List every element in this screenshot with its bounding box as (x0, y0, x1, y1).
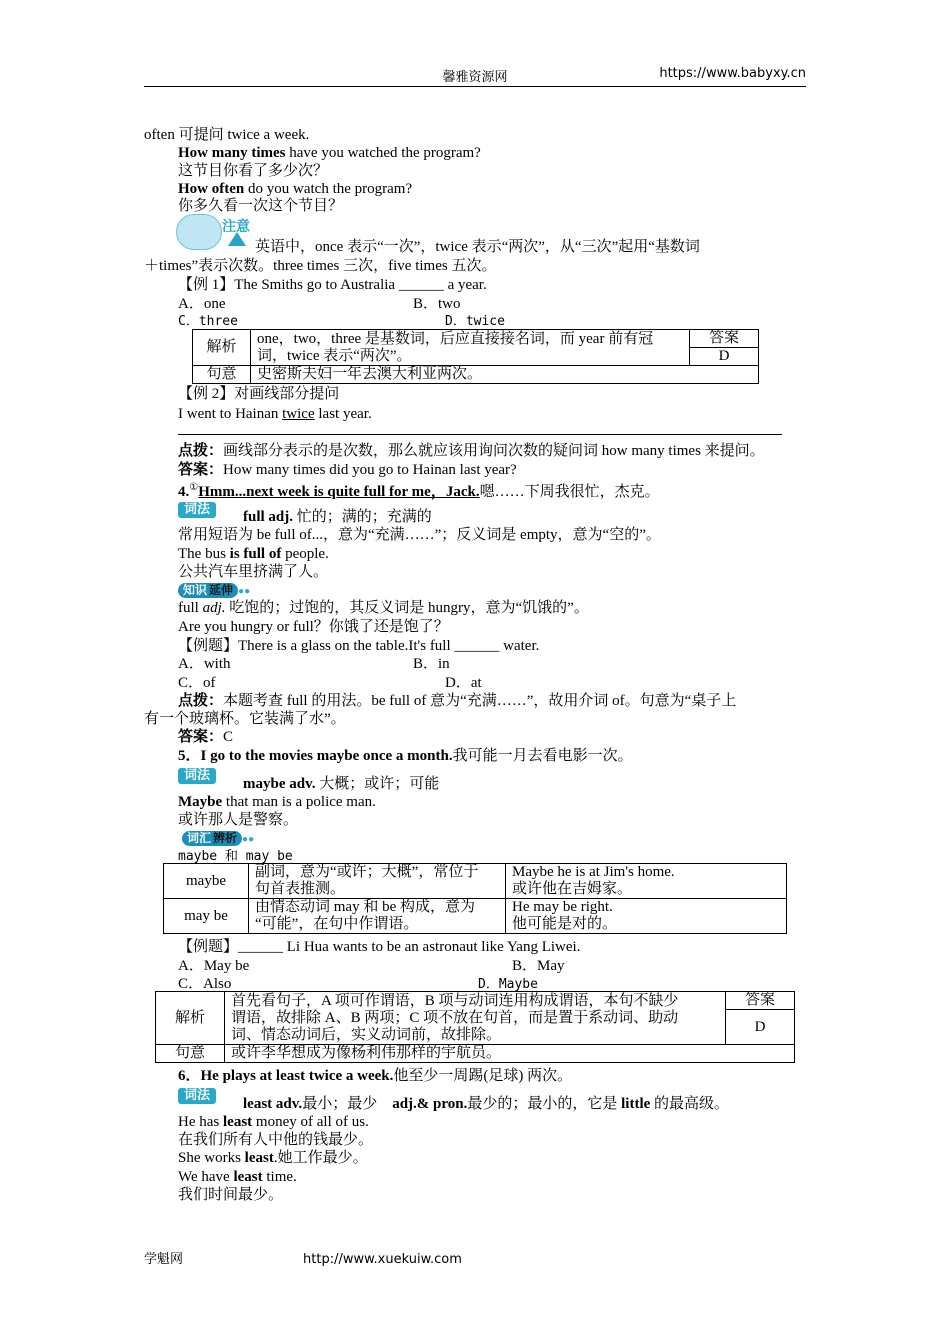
text-line: 你多久看一次这个节目？ (178, 198, 344, 214)
vocab-tag: 词法 (178, 500, 216, 518)
text-line: How often do you watch the program? (178, 181, 413, 197)
text-line: How many times have you watched the program? (178, 145, 481, 161)
term-cell: may be (164, 899, 249, 934)
text-line: often 可提问 twice a week. (144, 127, 310, 143)
text-line: maybe 和 may be (178, 849, 293, 864)
analysis-text: 首先看句子，A 项可作谓语，B 项与动词连用构成谓语，本句不缺少 谓语，故排除 A、B 两项；C 项不放在句首，而是置于系动词、助动 词、情态动词后，实义动词前，故排除。 (225, 992, 726, 1045)
vocab-headword: full adj. 忙的；满的；充满的 (243, 509, 432, 525)
text-line: 常用短语为 be full of...，意为“充满……”；反义词是 empty，意为“空的”。 (178, 527, 661, 543)
text-line: full adj. 吃饱的；过饱的，其反义词是 hungry，意为“饥饿的”。 (178, 600, 589, 616)
text-line: 这节目你看了多少次？ (178, 163, 329, 179)
desc-cell: 副词，意为“或许；大概”，常位于 句首表推测。 (249, 864, 506, 899)
page-header (144, 66, 806, 87)
warning-icon (228, 232, 246, 246)
text-line: ＋times”表示次数。three times 三次，five times 五次。 (144, 258, 497, 274)
vocab-tag: 词法 (178, 1086, 216, 1104)
option-b: B．in (413, 656, 450, 672)
analysis-table (155, 991, 795, 1063)
header-url[interactable]: https://www.babyxy.cn (659, 66, 806, 81)
note-label: 注意 (222, 219, 250, 235)
comparison-table (163, 863, 787, 934)
text-line: She works least.她工作最少。 (178, 1150, 368, 1166)
tip-line-cont: 有一个玻璃杯。它装满了水”。 (144, 711, 346, 727)
analysis-tag: 词汇 辨析 ●● (182, 829, 254, 849)
note-cartoon-icon (176, 214, 222, 250)
section-6-title: 6．He plays at least twice a week.他至少一周踢(足球) 两次。 (178, 1068, 573, 1084)
answer-blank-line (178, 434, 782, 435)
term-cell: maybe (164, 864, 249, 899)
option-c: C．Also (178, 976, 232, 992)
footer-url[interactable]: http://www.xuekuiw.com (303, 1252, 462, 1267)
answer-line: 答案：How many times did you go to Hainan last year? (178, 462, 517, 478)
text-line: Are you hungry or full？你饿了还是饱了？ (178, 619, 449, 635)
text-line: The bus is full of people. (178, 546, 329, 562)
example-question: 【例 1】The Smiths go to Australia ______ a year. (178, 277, 487, 293)
text-line: He has least money of all of us. (178, 1114, 369, 1130)
text-line: We have least time. (178, 1169, 297, 1185)
example-question: 【例 2】对画线部分提问 (178, 386, 340, 402)
example-cell: He may be right. 他可能是对的。 (506, 899, 787, 934)
text-line: 公共汽车里挤满了人。 (178, 564, 329, 580)
section-5-title: 5．I go to the movies maybe once a month.我可能一月去看电影一次。 (178, 748, 633, 764)
text-line: 英语中，once 表示“一次”，twice 表示“两次”，从“三次”起用“基数词 (255, 239, 700, 255)
option-c: C．of (178, 675, 216, 691)
example-question: 【例题】______ Li Hua wants to be an astronaut like Yang Liwei. (178, 939, 581, 955)
text-line: Maybe that man is a police man. (178, 794, 376, 810)
meaning-text: 史密斯夫妇一年去澳大利亚两次。 (251, 366, 759, 384)
option-c: C．three (178, 314, 238, 329)
vocab-headword: maybe adv. 大概；或许；可能 (243, 776, 440, 792)
example-cell: Maybe he is at Jim's home. 或许他在吉姆家。 (506, 864, 787, 899)
option-d: D．twice (445, 314, 505, 329)
analysis-label: 解析 (156, 992, 225, 1045)
example-sentence: I went to Hainan twice last year. (178, 406, 372, 422)
section-4-title: 4.①Hmm...next week is quite full for me，Jack.嗯……下周我很忙，杰克。 (178, 482, 660, 500)
tip-line: 点拨：画线部分表示的是次数，那么就应该用询问次数的疑问词 how many times 来提问。 (178, 443, 765, 459)
text-line: 或许那人是警察。 (178, 812, 299, 828)
meaning-label: 句意 (193, 366, 251, 384)
header-site: 馨雅资源网 (442, 70, 508, 85)
analysis-label: 解析 (193, 330, 251, 366)
footer-site: 学魁网 (144, 1252, 184, 1267)
vocab-headword: least adv.最小；最少 adj.& pron.最少的；最小的，它是 little 的最高级。 (243, 1096, 730, 1112)
option-a: A．with (178, 656, 231, 672)
meaning-label: 句意 (156, 1045, 225, 1063)
answer-value: D (690, 348, 759, 366)
analysis-table (192, 329, 759, 384)
answer-label: 答案 (690, 330, 759, 348)
meaning-text: 或许李华想成为像杨利伟那样的宇航员。 (225, 1045, 795, 1063)
extension-tag: 知识 延伸 ●● (178, 581, 250, 601)
desc-cell: 由情态动词 may 和 be 构成，意为 “可能”，在句中作谓语。 (249, 899, 506, 934)
option-b: B．two (413, 296, 461, 312)
option-d: D．at (445, 675, 482, 691)
tip-line: 点拨：本题考查 full 的用法。be full of 意为“充满……”，故用介词 of。句意为“桌子上 (178, 693, 737, 709)
text-line: 在我们所有人中他的钱最少。 (178, 1132, 374, 1148)
analysis-text: one，two，three 是基数词，后应直接接名词，而 year 前有冠 词，twice 表示“两次”。 (251, 330, 690, 366)
option-a: A．May be (178, 958, 250, 974)
vocab-tag: 词法 (178, 766, 216, 784)
answer-label: 答案 (726, 992, 795, 1010)
option-b: B．May (512, 958, 565, 974)
page-footer (144, 1248, 582, 1267)
answer-line: 答案：C (178, 729, 234, 745)
option-d: D．Maybe (478, 977, 538, 992)
text-line: 我们时间最少。 (178, 1187, 284, 1203)
answer-value: D (726, 1010, 795, 1045)
option-a: A．one (178, 296, 226, 312)
example-question: 【例题】There is a glass on the table.It's full ______ water. (178, 638, 540, 654)
